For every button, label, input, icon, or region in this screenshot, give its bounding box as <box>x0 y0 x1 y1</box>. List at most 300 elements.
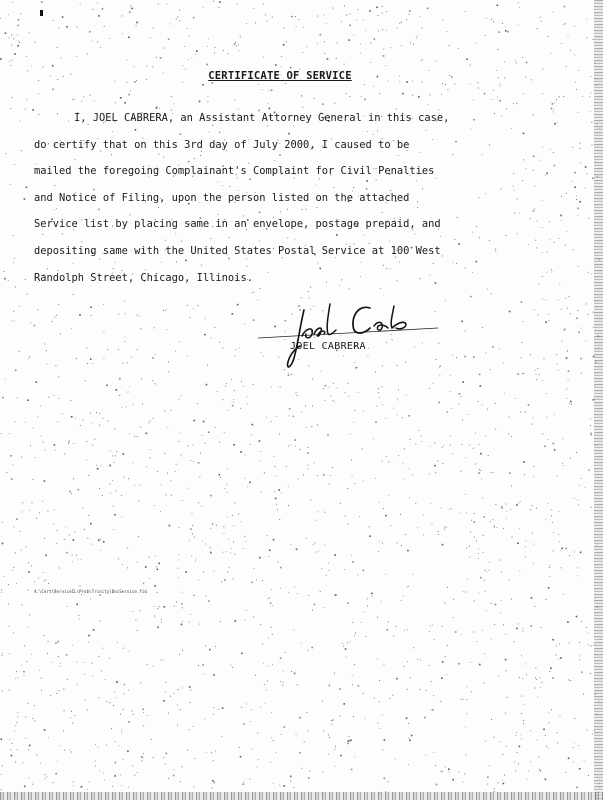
scan-speck <box>24 786 26 788</box>
scan-speck <box>371 593 373 595</box>
scan-speck <box>19 42 20 43</box>
scan-speck <box>315 552 316 553</box>
scan-speck <box>337 388 338 389</box>
scan-speck <box>520 411 521 412</box>
scan-speck <box>326 23 327 24</box>
scan-speck <box>393 635 394 636</box>
scan-speck <box>223 399 224 400</box>
scan-speck <box>210 547 211 548</box>
scan-speck <box>305 406 306 407</box>
scan-speck <box>211 752 212 753</box>
scan-speck <box>65 526 66 527</box>
scan-speck <box>59 690 60 691</box>
scan-speck <box>554 103 555 104</box>
scan-speck <box>505 30 507 32</box>
scan-speck <box>153 418 154 419</box>
scan-speck <box>580 552 582 554</box>
scan-speck <box>482 405 483 406</box>
scan-speck <box>10 184 11 185</box>
scan-speck <box>560 550 561 551</box>
scan-speck <box>481 479 482 480</box>
scan-speck <box>541 627 542 628</box>
scan-speck <box>114 514 116 516</box>
scan-speck <box>521 301 523 303</box>
scan-speck <box>171 410 172 411</box>
scan-speck <box>461 634 462 635</box>
scan-speck <box>379 397 380 398</box>
scan-speck <box>45 778 46 779</box>
scan-speck <box>87 789 88 790</box>
scan-speck <box>506 746 507 747</box>
scan-speck <box>52 89 54 91</box>
scan-speck <box>564 329 566 331</box>
scan-speck <box>314 604 316 606</box>
scan-speck <box>164 606 166 608</box>
scan-speck <box>64 710 65 711</box>
scan-speck <box>78 615 79 616</box>
scan-speck <box>499 100 501 102</box>
scan-speck <box>452 355 453 356</box>
footer-file-path: A:\Cert\ServiceIL\Prob\Trinity\DocService.fid <box>34 589 147 594</box>
scan-speck <box>137 630 138 631</box>
scan-speck <box>59 568 60 569</box>
scan-speck <box>554 449 556 451</box>
scan-speck <box>199 624 200 625</box>
scan-speck <box>522 631 523 632</box>
scan-speck <box>1 590 2 591</box>
scan-speck <box>4 278 6 280</box>
scan-speck <box>71 328 72 329</box>
scan-speck <box>103 304 104 305</box>
scan-speck <box>435 472 436 473</box>
scan-speck <box>240 37 241 38</box>
scan-speck <box>478 401 479 402</box>
scan-speck <box>216 525 217 526</box>
scan-speck <box>103 418 104 419</box>
scan-speck <box>217 391 218 392</box>
scan-speck <box>545 779 547 781</box>
scan-speck <box>478 548 479 549</box>
scan-speck <box>177 17 178 18</box>
scan-speck <box>539 374 540 375</box>
scan-speck <box>262 644 263 645</box>
scan-speck <box>526 168 527 169</box>
scan-speck <box>447 411 448 412</box>
scan-speck <box>109 38 110 39</box>
scan-speck <box>275 498 277 500</box>
scan-speck <box>219 342 220 343</box>
scan-speck <box>62 16 64 18</box>
scan-speck <box>537 697 538 698</box>
scan-speck <box>106 385 108 387</box>
scan-speck <box>345 516 346 517</box>
scan-speck <box>119 378 121 380</box>
scan-speck <box>2 653 3 654</box>
scan-speck <box>382 749 383 750</box>
scan-speck <box>46 776 47 777</box>
scan-speck <box>542 147 543 148</box>
scan-speck <box>237 4 238 5</box>
scan-speck <box>128 478 129 479</box>
scan-speck <box>73 478 74 479</box>
scan-speck <box>474 537 475 538</box>
scan-speck <box>540 771 541 772</box>
scan-speck <box>11 35 12 36</box>
scan-speck <box>138 536 139 537</box>
scan-speck <box>556 655 557 656</box>
scan-speck <box>312 379 313 380</box>
scan-speck <box>277 509 278 510</box>
scan-speck <box>91 315 92 316</box>
scan-speck <box>167 4 168 5</box>
scan-speck <box>170 696 171 697</box>
scan-speck <box>530 761 531 762</box>
scan-speck <box>254 568 255 569</box>
scan-speck <box>358 685 360 687</box>
scan-speck <box>482 327 483 328</box>
scan-speck <box>129 11 131 13</box>
scan-speck <box>540 687 541 688</box>
scan-speck <box>397 542 398 543</box>
scan-speck <box>557 743 558 744</box>
scan-speck <box>137 436 138 437</box>
scan-speck <box>58 376 59 377</box>
scan-speck <box>198 502 199 503</box>
scan-speck <box>494 737 495 738</box>
scan-speck <box>352 622 353 623</box>
scan-speck <box>235 42 236 43</box>
scan-speck <box>160 511 161 512</box>
scan-speck <box>480 385 482 387</box>
scan-speck <box>506 670 507 671</box>
scan-speck <box>87 538 88 539</box>
scan-speck <box>354 757 355 758</box>
scan-speck <box>190 317 191 318</box>
scan-speck <box>17 45 19 47</box>
scan-speck <box>15 762 16 763</box>
scan-speck <box>470 532 471 533</box>
scan-speck <box>565 772 566 773</box>
scan-speck <box>420 689 421 690</box>
scan-speck <box>297 593 298 594</box>
scan-speck <box>283 671 284 672</box>
scan-speck <box>519 746 521 748</box>
scan-speck <box>92 422 93 423</box>
scan-speck <box>158 3 159 4</box>
scan-speck <box>129 386 130 387</box>
scan-speck <box>434 639 435 640</box>
scan-speck <box>466 713 467 714</box>
scan-speck <box>418 96 420 98</box>
scan-speck <box>29 356 30 357</box>
scan-speck <box>55 450 56 451</box>
scan-speck <box>15 553 16 554</box>
scan-speck <box>141 379 142 380</box>
scan-speck <box>213 674 215 676</box>
scan-speck <box>134 775 135 776</box>
scan-speck <box>558 238 559 239</box>
scan-speck <box>211 338 212 339</box>
scan-speck <box>452 779 454 781</box>
scan-speck <box>312 406 313 407</box>
scan-speck <box>233 578 234 579</box>
scan-speck <box>533 114 534 115</box>
scan-speck <box>99 656 100 657</box>
scan-speck <box>581 621 582 622</box>
scan-speck <box>560 657 562 659</box>
scan-speck <box>491 472 492 473</box>
scan-speck <box>114 429 115 430</box>
scan-speck <box>591 122 592 123</box>
scan-speck <box>552 112 553 113</box>
scan-speck <box>310 500 311 501</box>
scan-speck <box>240 408 241 409</box>
scan-speck <box>85 380 86 381</box>
scan-speck <box>411 735 413 737</box>
scan-speck <box>548 439 549 440</box>
scan-speck <box>241 653 243 655</box>
scan-speck <box>182 650 183 651</box>
scan-speck <box>447 587 448 588</box>
scan-speck <box>17 677 18 678</box>
scan-speck <box>451 408 452 409</box>
scan-speck <box>179 527 180 528</box>
scan-speck <box>229 567 230 568</box>
scan-speck <box>347 602 349 604</box>
scan-speck <box>122 516 123 517</box>
scan-speck <box>370 62 371 63</box>
scan-speck <box>462 420 463 421</box>
scan-speck <box>429 665 430 666</box>
scan-speck <box>498 783 499 784</box>
scan-speck <box>153 27 154 28</box>
scan-speck <box>120 774 121 775</box>
scan-speck <box>182 688 183 689</box>
scan-speck <box>378 551 379 552</box>
scan-speck <box>124 341 125 342</box>
scan-speck <box>2 766 3 767</box>
scan-speck <box>560 215 562 217</box>
body-line-5: Service list by placing same in an envelope, postage prepaid, and <box>34 218 441 231</box>
scan-speck <box>546 417 547 418</box>
scan-speck <box>182 604 183 605</box>
scan-speck <box>340 503 341 504</box>
scan-speck <box>514 641 515 642</box>
scan-speck <box>210 495 212 497</box>
scan-speck <box>255 675 256 676</box>
scan-speck <box>220 621 221 622</box>
scan-speck <box>551 269 552 270</box>
scan-speck <box>83 419 84 420</box>
scan-speck <box>183 65 184 66</box>
scan-speck <box>193 445 194 446</box>
scan-speck <box>221 736 222 737</box>
scan-speck <box>41 678 42 679</box>
scan-speck <box>225 488 226 489</box>
scan-speck <box>453 599 454 600</box>
scan-speck <box>503 528 504 529</box>
scan-speck <box>125 337 126 338</box>
scan-speck <box>565 298 566 299</box>
scan-speck <box>139 610 140 611</box>
scan-speck <box>205 318 206 319</box>
scan-speck <box>289 408 291 410</box>
scan-speck <box>280 657 282 659</box>
scan-speck <box>372 596 373 597</box>
scan-speck <box>542 380 543 381</box>
scan-speck <box>41 1 43 3</box>
scan-speck <box>553 532 554 533</box>
scan-speck <box>100 770 101 771</box>
scan-speck <box>561 196 562 197</box>
scan-speck <box>382 13 383 14</box>
scan-speck <box>533 418 534 419</box>
scan-speck <box>325 385 327 387</box>
scan-speck <box>263 663 264 664</box>
scan-speck <box>402 93 404 95</box>
scan-speck <box>106 701 107 702</box>
scan-speck <box>77 662 78 663</box>
scan-speck <box>547 252 548 253</box>
scan-speck <box>279 785 280 786</box>
scan-speck <box>37 416 38 417</box>
scan-speck <box>309 771 310 772</box>
scan-speck <box>238 50 239 51</box>
scan-speck <box>449 45 450 46</box>
scan-speck <box>2 655 3 656</box>
scan-speck <box>214 571 215 572</box>
scan-speck <box>331 724 332 725</box>
scan-speck <box>115 762 117 764</box>
scan-speck <box>9 739 10 740</box>
scan-speck <box>49 397 50 398</box>
scan-speck <box>26 187 28 189</box>
scan-speck <box>550 149 551 150</box>
scan-speck <box>396 678 398 680</box>
scan-speck <box>43 442 44 443</box>
scan-speck <box>91 544 92 545</box>
scan-speck <box>450 391 451 392</box>
scan-speck <box>461 321 463 323</box>
scan-speck <box>583 694 584 695</box>
scan-speck <box>12 60 13 61</box>
scan-speck <box>539 677 540 678</box>
scan-speck <box>367 598 368 599</box>
scan-speck <box>19 351 20 352</box>
scan-speck <box>301 412 302 413</box>
scan-speck <box>580 148 581 149</box>
scan-speck <box>213 707 214 708</box>
scan-speck <box>215 427 216 428</box>
scan-speck <box>586 19 587 20</box>
scan-speck <box>21 550 22 551</box>
scan-speck <box>382 29 383 30</box>
scan-speck <box>208 600 210 602</box>
scan-speck <box>490 521 491 522</box>
scan-speck <box>157 471 158 472</box>
scan-speck <box>561 43 562 44</box>
scan-speck <box>121 495 122 496</box>
scan-speck <box>514 762 515 763</box>
scan-speck <box>530 218 531 219</box>
scan-speck <box>32 502 33 503</box>
scan-speck <box>96 465 97 466</box>
scan-speck <box>257 732 258 733</box>
scan-speck <box>576 787 578 789</box>
scan-speck <box>284 726 286 728</box>
scan-speck <box>482 498 483 499</box>
scan-speck <box>346 93 347 94</box>
scan-speck <box>378 388 379 389</box>
scan-speck <box>143 709 145 711</box>
scan-speck <box>448 89 449 90</box>
scan-speck <box>569 555 570 556</box>
scan-speck <box>466 699 467 700</box>
scan-speck <box>28 749 29 750</box>
scan-speck <box>280 588 281 589</box>
scan-speck <box>334 595 335 596</box>
scan-speck <box>81 101 82 102</box>
scan-speck <box>104 779 105 780</box>
scan-speck <box>251 749 252 750</box>
scan-speck <box>13 235 14 236</box>
scan-speck <box>581 328 582 329</box>
scan-speck <box>526 541 527 542</box>
scan-speck <box>193 308 194 309</box>
scan-speck <box>436 61 437 62</box>
scan-speck <box>58 656 59 657</box>
scan-speck <box>137 562 138 563</box>
scan-speck <box>8 604 9 605</box>
scan-speck <box>66 654 68 656</box>
scan-speck <box>467 579 468 580</box>
scan-speck <box>311 426 312 427</box>
scan-speck <box>110 702 111 703</box>
scan-speck <box>149 578 150 579</box>
scan-speck <box>88 642 89 643</box>
scan-speck <box>556 354 557 355</box>
scan-speck <box>551 53 552 54</box>
scan-speck <box>549 565 550 566</box>
scan-speck <box>203 7 204 8</box>
scan-speck <box>271 589 272 590</box>
scan-speck <box>52 65 54 67</box>
scan-speck <box>169 525 171 527</box>
scan-speck <box>563 465 564 466</box>
scan-speck <box>306 427 307 428</box>
scan-speck <box>471 691 472 692</box>
scan-speck <box>142 757 143 758</box>
scan-speck <box>382 461 383 462</box>
scan-speck <box>492 519 493 520</box>
scan-speck <box>528 244 529 245</box>
scan-speck <box>332 720 333 721</box>
scan-speck <box>489 570 490 571</box>
scan-speck <box>390 47 391 48</box>
scan-speck <box>244 620 245 621</box>
scan-speck <box>581 478 582 479</box>
scan-speck <box>213 1 214 2</box>
scan-speck <box>43 572 44 573</box>
scan-speck <box>549 712 550 713</box>
scan-speck <box>561 548 563 550</box>
scan-speck <box>197 305 198 306</box>
scan-speck <box>224 526 225 527</box>
scan-speck <box>114 462 115 463</box>
scan-speck <box>339 688 341 690</box>
scan-speck <box>384 778 386 780</box>
scan-speck <box>127 567 128 568</box>
